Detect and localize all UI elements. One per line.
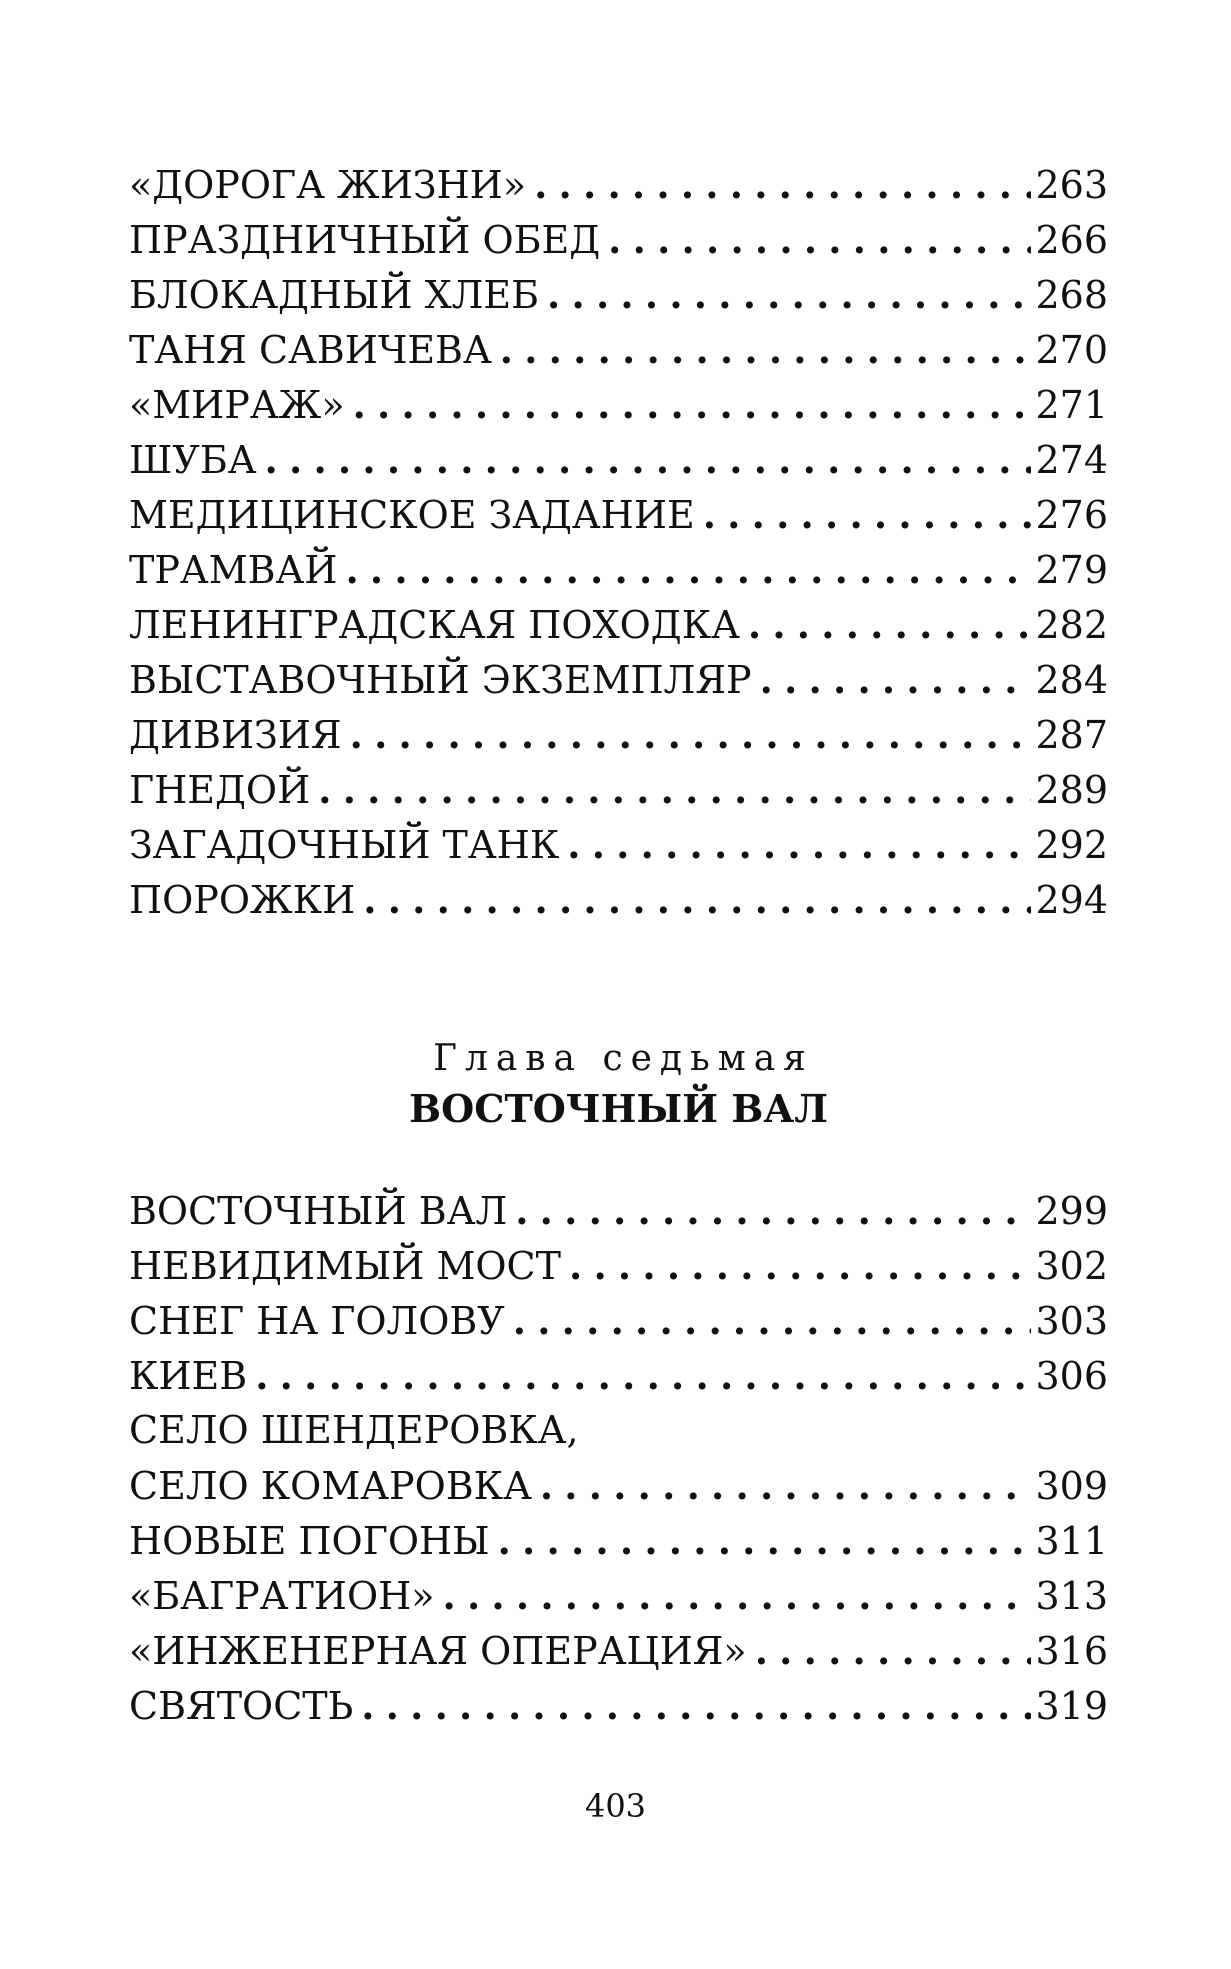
toc-entry-page: 306 <box>1035 1354 1108 1398</box>
dot-leader <box>567 817 1031 872</box>
toc-entry <box>129 1513 1108 1568</box>
toc-entry-page: 319 <box>1035 1684 1108 1728</box>
toc-entry <box>129 1568 1108 1623</box>
toc-entry-title: СЕЛО КОМАРОВКА <box>129 1464 532 1508</box>
chapter-heading <box>129 1035 1108 1135</box>
toc-entry-page: 271 <box>1035 383 1108 427</box>
dot-leader <box>363 872 1031 927</box>
toc-entry-title: СНЕГ НА ГОЛОВУ <box>129 1299 505 1343</box>
toc-entry-page: 284 <box>1035 658 1108 702</box>
toc-entry <box>129 1458 1108 1513</box>
toc-list-section-1 <box>129 157 1108 927</box>
toc-entry-page: 294 <box>1035 878 1108 922</box>
toc-entry-page: 279 <box>1035 548 1108 592</box>
toc-entry <box>129 817 1108 872</box>
toc-entry-page: 266 <box>1035 218 1108 262</box>
dot-leader <box>547 267 1031 322</box>
toc-list-section-2 <box>129 1183 1108 1733</box>
toc-entry-title: БЛОКАДНЫЙ ХЛЕБ <box>129 273 540 317</box>
toc-entry <box>129 872 1108 927</box>
toc-entry-page: 292 <box>1035 823 1108 867</box>
toc-entry <box>129 597 1108 652</box>
toc-entry-title: СВЯТОСТЬ <box>129 1684 354 1728</box>
toc-entry-title: ВОСТОЧНЫЙ ВАЛ <box>129 1189 508 1233</box>
toc-entry-title: «МИРАЖ» <box>129 383 345 427</box>
toc-entry-page: 313 <box>1035 1574 1108 1618</box>
dot-leader <box>540 1458 1032 1513</box>
page-number: 403 <box>584 1787 647 1825</box>
toc-entry-title: ПОРОЖКИ <box>129 878 356 922</box>
toc-entry-page: 270 <box>1035 328 1108 372</box>
toc-entry-title: НЕВИДИМЫЙ МОСТ <box>129 1244 561 1288</box>
toc-entry-title: ТАНЯ САВИЧЕВА <box>129 328 492 372</box>
toc-entry <box>129 157 1108 212</box>
dot-leader <box>760 652 1032 707</box>
chapter-title: ВОСТОЧНЫЙ ВАЛ <box>409 1086 828 1131</box>
toc-entry-page: 309 <box>1035 1464 1108 1508</box>
dot-leader <box>255 1348 1031 1403</box>
toc-entry <box>129 707 1108 762</box>
toc-entry-title: ДИВИЗИЯ <box>129 713 342 757</box>
toc-entry <box>129 1183 1108 1238</box>
dot-leader <box>442 1568 1031 1623</box>
toc-entry <box>129 377 1108 432</box>
toc-entry-title: ГНЕДОЙ <box>129 768 311 812</box>
toc-entry-title: НОВЫЕ ПОГОНЫ <box>129 1519 490 1563</box>
toc-entry-page: 276 <box>1035 493 1108 537</box>
dot-leader <box>608 212 1031 267</box>
table-of-contents-page <box>129 157 1108 1733</box>
dot-leader <box>318 762 1031 817</box>
toc-entry-page: 299 <box>1035 1189 1108 1233</box>
toc-entry-page: 268 <box>1035 273 1108 317</box>
toc-entry-page: 316 <box>1035 1629 1108 1673</box>
toc-entry-title: ШУБА <box>129 438 257 482</box>
toc-entry-title: ВЫСТАВОЧНЫЙ ЭКЗЕМПЛЯР <box>129 658 752 702</box>
toc-entry-title: СЕЛО ШЕНДЕРОВКА, <box>129 1408 579 1452</box>
dot-leader <box>748 597 1032 652</box>
toc-entry <box>129 542 1108 597</box>
toc-entry-page: 289 <box>1035 768 1108 812</box>
dot-leader <box>265 432 1032 487</box>
toc-entry <box>129 762 1108 817</box>
toc-entry-page: 287 <box>1035 713 1108 757</box>
dot-leader <box>498 1513 1032 1568</box>
toc-entry-title: ПРАЗДНИЧНЫЙ ОБЕД <box>129 218 601 262</box>
toc-entry-page: 311 <box>1035 1519 1108 1563</box>
toc-entry-page: 302 <box>1035 1244 1108 1288</box>
toc-entry <box>129 1238 1108 1293</box>
dot-leader <box>569 1238 1031 1293</box>
toc-entry-title: «ДОРОГА ЖИЗНИ» <box>129 163 527 207</box>
toc-entry-page: 303 <box>1035 1299 1108 1343</box>
toc-entry-title: ЗАГАДОЧНЫЙ ТАНК <box>129 823 560 867</box>
toc-entry-title: МЕДИЦИНСКОЕ ЗАДАНИЕ <box>129 493 695 537</box>
toc-entry-title: КИЕВ <box>129 1354 248 1398</box>
toc-entry <box>129 1678 1108 1733</box>
dot-leader <box>755 1623 1032 1678</box>
dot-leader <box>353 377 1032 432</box>
dot-leader <box>534 157 1031 212</box>
dot-leader <box>361 1678 1031 1733</box>
toc-entry <box>129 1348 1108 1403</box>
toc-entry <box>129 1403 1108 1458</box>
dot-leader <box>350 707 1032 762</box>
toc-entry-title: ТРАМВАЙ <box>129 548 338 592</box>
dot-leader <box>345 542 1031 597</box>
toc-entry <box>129 1293 1108 1348</box>
toc-entry-title: ЛЕНИНГРАДСКАЯ ПОХОДКА <box>129 603 740 647</box>
dot-leader <box>515 1183 1031 1238</box>
toc-entry <box>129 432 1108 487</box>
toc-entry-title: «БАГРАТИОН» <box>129 1574 435 1618</box>
toc-entry <box>129 322 1108 377</box>
toc-entry <box>129 1623 1108 1678</box>
dot-leader <box>500 322 1032 377</box>
dot-leader <box>513 1293 1032 1348</box>
chapter-label: Глава седьмая <box>433 1038 814 1079</box>
dot-leader <box>703 487 1032 542</box>
toc-entry <box>129 212 1108 267</box>
toc-entry <box>129 267 1108 322</box>
toc-entry <box>129 652 1108 707</box>
toc-entry-page: 263 <box>1035 163 1108 207</box>
toc-entry-page: 282 <box>1035 603 1108 647</box>
toc-entry-title: «ИНЖЕНЕРНАЯ ОПЕРАЦИЯ» <box>129 1629 747 1673</box>
toc-entry <box>129 487 1108 542</box>
toc-entry-page: 274 <box>1035 438 1108 482</box>
